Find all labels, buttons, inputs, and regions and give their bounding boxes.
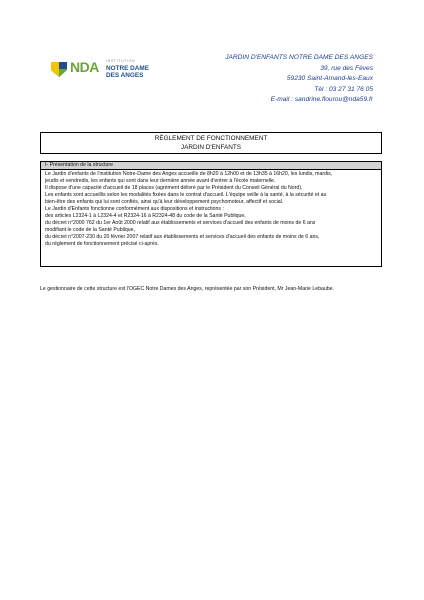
section-line: des articles L2324-1 à L2324-4 et R2324-16 à R2324-48 du code de la Santé Publique, [45,213,246,220]
section-line: jeudis et vendredis, les enfants qui sont dans leur dernière année avant d'entrer à l'école maternelle. [45,177,276,184]
section-line: Le Jardin d'enfants de l'institution Notre-Dame des Anges accueille de 8h20 à 12h00 et de 13h35 à 16h20, les lundis, mardis, [45,170,333,177]
section-line: bien-être des enfants qui lui sont confiés, ainsi qu'à leur développement psychomoteur, affectif et social. [45,198,284,205]
logo-mark: NDA [70,59,99,75]
section-line: Il dispose d'une capacité d'accueil de 18 places (agrément délivré par le Président du Conseil Général du Nord). [45,184,303,191]
contact-city: 59230 Saint-Amand-les-Eaux [286,75,373,83]
nda-emblem-icon [50,60,68,78]
logo-name-line2: DES ANGES [106,72,144,79]
presentation-section [40,161,382,267]
section-line: Les enfants sont accueillis selon les modalités fixées dans le contrat d'accueil. L'équipe veille à la santé, à la sécurité et au [45,191,327,198]
contact-name: JARDIN D'ENFANTS NOTRE DAME DES ANGES [225,54,373,61]
document-subtitle: JARDIN D'ENFANTS [180,143,242,151]
logo-name-line1: NOTRE DAME [106,65,149,72]
section-heading: I- Présentation de la structure [41,162,381,170]
document-title-box [40,132,382,154]
institution-logo [50,58,160,82]
logo-small-text: INSTITUTION [106,59,136,63]
section-body [41,170,381,249]
section-line: Le Jardin d'Enfants fonctionne conformément aux dispositions et instructions : [45,205,224,212]
contact-street: 39, rue des Fèves [320,64,373,72]
contact-block [225,53,373,106]
management-statement: Le gestionnaire de cette structure est l'OGEC Notre Dames des Anges, représentée par son Président, Mr Jean-Marie Lebaube. [40,286,334,292]
section-line: du règlement de fonctionnement précisé ci-après. [45,241,159,248]
contact-phone: Tél : 03 27 31 76 05 [314,85,373,93]
contact-email[interactable]: E-mail : sandrine.flourou@nda59.fr [270,96,373,104]
section-line: modifiant le code de la Santé Publique, [45,227,135,234]
section-line: du décret n°2000 762 du 1er Août 2000 relatif aux établissements et services d'accueil des enfants de moins de 6 ans [45,220,316,227]
document-title: RÈGLEMENT DE FONCTIONNEMENT [154,135,268,142]
section-line: du décret n°2007-230 du 20 février 2007 relatif aux établissements et services d'accueil des enfants de moins de 6 ans, [45,234,320,241]
